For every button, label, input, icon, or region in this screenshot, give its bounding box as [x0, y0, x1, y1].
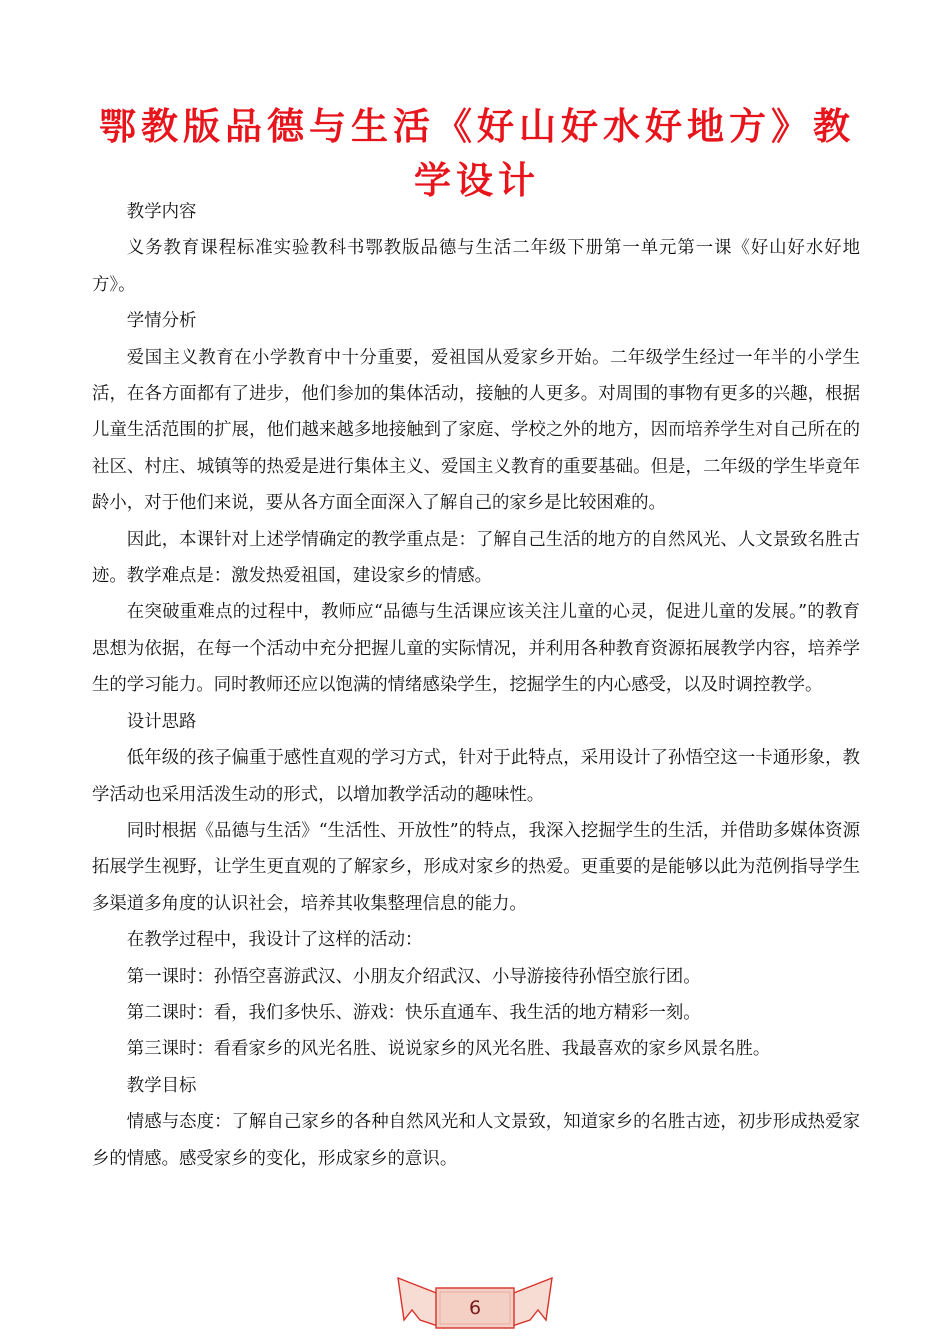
paragraph-design-ideas-1: 低年级的孩子偏重于感性直观的学习方式，针对于此特点，采用设计了孙悟空这一卡通形象，教学活动也采用活泼生动的形式，以增加教学活动的趣味性。 [92, 748, 860, 805]
paragraph-activities-intro: 在教学过程中，我设计了这样的活动： [126, 930, 423, 951]
paragraph-key-points: 因此，本课针对上述学情确定的教学重点是：了解自己生活的地方的自然风光、人文景致名胜古迹。教学难点是：激发热爱祖国，建设家乡的情感。 [92, 529, 860, 587]
heading-student-analysis: 学情分析 [126, 311, 197, 332]
heading-design-ideas: 设计思路 [126, 711, 197, 732]
paragraph-teaching-content: 义务教育课程标准实验教科书鄂教版品德与生活二年级下册第一单元第一课《好山好水好地方》。 [92, 238, 860, 295]
heading-teaching-content: 教学内容 [126, 202, 197, 222]
paragraph-lesson-3: 第三课时：看看家乡的风光名胜、说说家乡的风光名胜、我最喜欢的家乡风景名胜。 [126, 1039, 771, 1060]
paragraph-lesson-1: 第一课时：孙悟空喜游武汉、小朋友介绍武汉、小导游接待孙悟空旅行团。 [126, 966, 701, 987]
page-number-ribbon [392, 1276, 558, 1336]
paragraph-lesson-2: 第二课时：看，我们多快乐、游戏：快乐直通车、我生活的地方精彩一刻。 [126, 1002, 701, 1023]
paragraph-design-ideas-2: 同时根据《品德与生活》“生活性、开放性”的特点，我深入挖掘学生的生活，并借助多媒体资源拓展学生视野，让学生更直观的了解家乡，形成对家乡的热爱。更重要的是能够以此为范例指导学生多渠道多角度的认识社会，培养其收集整理信息的能力。 [92, 820, 860, 914]
paragraph-breakthrough: 在突破重难点的过程中，教师应“品德与生活课应该关注儿童的心灵，促进儿童的发展。”的教育思想为依据，在每一个活动中充分把握儿童的实际情况，并利用各种教育资源拓展教学内容，培养学生的学习能力。同时教师还应以饱满的情绪感染学生，挖掘学生的内心感受，以及时调控教学。 [92, 602, 860, 696]
paragraph-teaching-goals: 情感与态度：了解自己家乡的各种自然风光和人文景致，知道家乡的名胜古迹，初步形成热爱家乡的情感。感受家乡的变化，形成家乡的意识。 [92, 1112, 860, 1169]
paragraph-student-analysis: 爱国主义教育在小学教育中十分重要，爱祖国从爱家乡开始。二年级学生经过一年半的小学生活，在各方面都有了进步，他们参加的集体活动，接触的人更多。对周围的事物有更多的兴趣，根据儿童生活范围的扩展，他们越来越多地接触到了家庭、学校之外的地方，因而培养学生对自己所在的社区、村庄、城镇等的热爱是进行集体主义、爱国主义教育的重要基础。但是，二年级的学生毕竟年龄小，对于他们来说，要从各方面全面深入了解自己的家乡是比较困难的。 [92, 347, 860, 514]
heading-teaching-goals: 教学目标 [126, 1075, 197, 1096]
document-body [92, 194, 860, 1177]
page-number: 6 [468, 1297, 482, 1319]
document-title: 鄂教版品德与生活《好山好水好地方》教学设计 [99, 105, 855, 202]
